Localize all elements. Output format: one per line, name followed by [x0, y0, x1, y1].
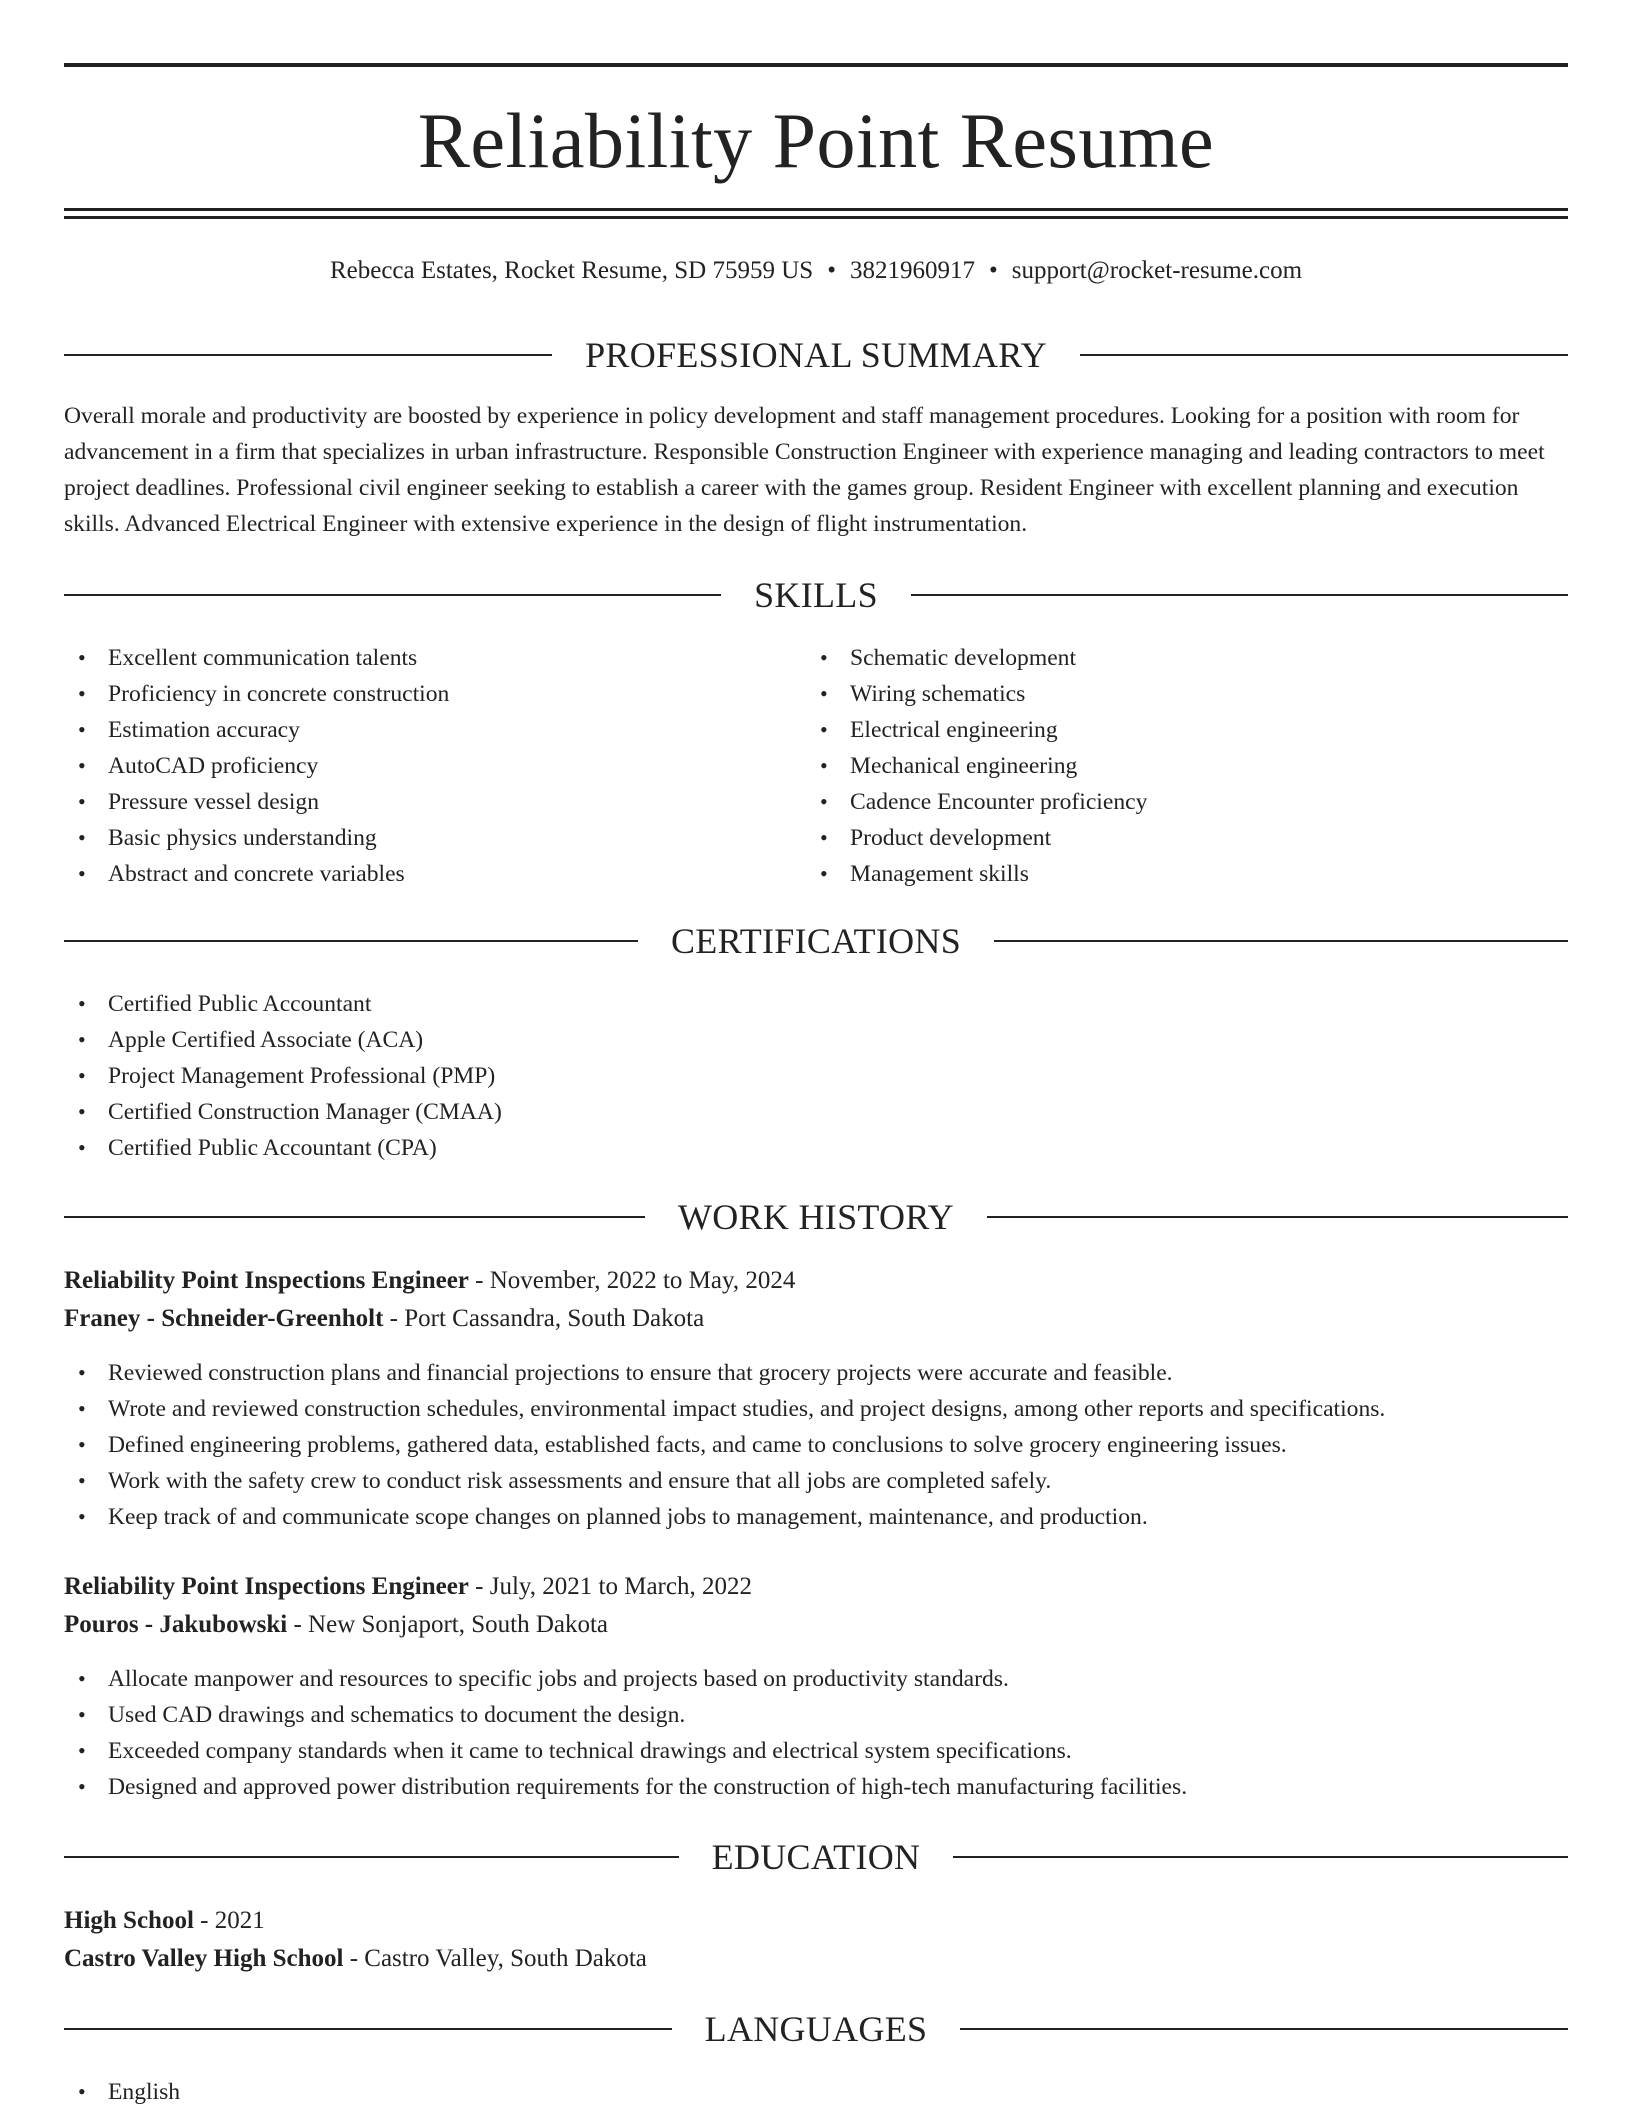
- education-school: Castro Valley High School: [64, 1945, 344, 1972]
- job-bullet: • Designed and approved power distribution requirements for the construction of high-tech manufacturing facilities.: [64, 1769, 1568, 1805]
- job-company: Pouros - Jakubowski: [64, 1611, 288, 1638]
- job-bullets: [64, 1355, 1568, 1535]
- skill-item: • Mechanical engineering: [806, 748, 1566, 784]
- job-title-line: [64, 1568, 1568, 1606]
- skills-list-left: [64, 640, 804, 892]
- job-entry: [64, 1568, 1568, 1644]
- top-rule: [64, 63, 1568, 67]
- section-label: LANGUAGES: [704, 2009, 928, 2049]
- skill-item: • Excellent communication talents: [64, 640, 804, 676]
- education-year: - 2021: [193, 1907, 265, 1934]
- job-title: Reliability Point Inspections Engineer: [64, 1267, 469, 1294]
- job-bullet: • Keep track of and communicate scope changes on planned jobs to management, maintenance, and production.: [64, 1499, 1568, 1535]
- certification-item: • Certified Public Accountant: [64, 986, 1568, 1022]
- section-heading-work-history: [64, 1195, 1568, 1239]
- skill-item: • Estimation accuracy: [64, 712, 804, 748]
- job-bullet: • Reviewed construction plans and financial projections to ensure that grocery projects were accurate and feasible.: [64, 1355, 1568, 1391]
- certification-item: • Certified Construction Manager (CMAA): [64, 1094, 1568, 1130]
- skills-list-right: [806, 640, 1566, 892]
- certification-item: • Project Management Professional (PMP): [64, 1058, 1568, 1094]
- section-label: CERTIFICATIONS: [670, 921, 962, 961]
- certification-item: • Apple Certified Associate (ACA): [64, 1022, 1568, 1058]
- contact-separator: •: [988, 257, 998, 284]
- job-bullet: • Defined engineering problems, gathered data, established facts, and came to conclusions to solve grocery engineering issues.: [64, 1427, 1568, 1463]
- heading-rule: [987, 1216, 1568, 1218]
- job-bullet: • Work with the safety crew to conduct risk assessments and ensure that all jobs are completed safely.: [64, 1463, 1568, 1499]
- job-title: Reliability Point Inspections Engineer: [64, 1573, 469, 1600]
- skill-item: • Cadence Encounter proficiency: [806, 784, 1566, 820]
- heading-rule: [994, 940, 1568, 942]
- language-item: • English: [64, 2074, 1568, 2110]
- job-entry: [64, 1262, 1568, 1338]
- contact-email: support@rocket-resume.com: [1011, 257, 1303, 284]
- section-heading-certifications: [64, 919, 1568, 963]
- heading-rule: [953, 1856, 1568, 1858]
- heading-rule: [64, 354, 552, 356]
- skill-item: • Wiring schematics: [806, 676, 1566, 712]
- job-bullet: • Wrote and reviewed construction schedules, environmental impact studies, and project designs, among other reports and specifications.: [64, 1391, 1568, 1427]
- contact-line: [64, 254, 1568, 288]
- job-company-line: [64, 1300, 1568, 1338]
- skill-item: • Management skills: [806, 856, 1566, 892]
- title-rule-upper: [64, 208, 1568, 211]
- heading-rule: [911, 594, 1568, 596]
- job-bullet: • Exceeded company standards when it came to technical drawings and electrical system specifications.: [64, 1733, 1568, 1769]
- contact-address: Rebecca Estates, Rocket Resume, SD 75959 US: [329, 257, 814, 284]
- certifications-list: [64, 986, 1568, 1166]
- skill-item: • Abstract and concrete variables: [64, 856, 804, 892]
- section-heading-education: [64, 1835, 1568, 1879]
- contact-phone: 3821960917: [849, 257, 975, 284]
- education-degree: High School: [64, 1907, 194, 1934]
- section-label: WORK HISTORY: [678, 1197, 954, 1237]
- title-rule-lower: [64, 216, 1568, 219]
- section-label: SKILLS: [754, 575, 878, 615]
- job-location: - Port Cassandra, South Dakota: [383, 1305, 705, 1332]
- education-school-line: [64, 1940, 1568, 1978]
- skill-item: • Pressure vessel design: [64, 784, 804, 820]
- skill-item: • Schematic development: [806, 640, 1566, 676]
- heading-rule: [64, 1216, 645, 1218]
- section-label: PROFESSIONAL SUMMARY: [585, 335, 1047, 375]
- skill-item: • AutoCAD proficiency: [64, 748, 804, 784]
- section-heading-languages: [64, 2007, 1568, 2051]
- section-heading-skills: [64, 573, 1568, 617]
- skill-item: • Product development: [806, 820, 1566, 856]
- resume-title: Reliability Point Resume: [417, 97, 1215, 184]
- job-bullet: • Allocate manpower and resources to specific jobs and projects based on productivity standards.: [64, 1661, 1568, 1697]
- education-entry: [64, 1902, 1568, 1978]
- section-heading-summary: [64, 333, 1568, 377]
- heading-rule: [64, 940, 638, 942]
- certification-item: • Certified Public Accountant (CPA): [64, 1130, 1568, 1166]
- job-company: Franey - Schneider-Greenholt: [64, 1305, 384, 1332]
- skill-item: • Basic physics understanding: [64, 820, 804, 856]
- heading-rule: [1080, 354, 1568, 356]
- job-dates: - November, 2022 to May, 2024: [468, 1267, 796, 1294]
- skill-item: • Electrical engineering: [806, 712, 1566, 748]
- education-degree-line: [64, 1902, 1568, 1940]
- job-dates: - July, 2021 to March, 2022: [468, 1573, 752, 1600]
- heading-rule: [64, 594, 721, 596]
- heading-rule: [64, 2028, 672, 2030]
- job-title-line: [64, 1262, 1568, 1300]
- languages-list: [64, 2074, 1568, 2110]
- job-bullets: [64, 1661, 1568, 1805]
- education-location: - Castro Valley, South Dakota: [343, 1945, 647, 1972]
- heading-rule: [64, 1856, 679, 1858]
- summary-text: Overall morale and productivity are boosted by experience in policy development and staff management procedures. Looking for a position with room for advancement in a firm that specializes in urban infrastructure. Responsible Construction Engineer with experience managing and leading contractors to meet project deadlines. Professional civil engineer seeking to establish a career with the games group. Resident Engineer with excellent planning and execution skills. Advanced Electrical Engineer with extensive experience in the design of flight instrumentation.: [64, 403, 1545, 537]
- job-bullet: • Used CAD drawings and schematics to document the design.: [64, 1697, 1568, 1733]
- contact-separator: •: [827, 257, 836, 284]
- skill-item: • Proficiency in concrete construction: [64, 676, 804, 712]
- heading-rule: [960, 2028, 1568, 2030]
- job-location: - New Sonjaport, South Dakota: [287, 1611, 609, 1638]
- section-label: EDUCATION: [711, 1837, 921, 1877]
- job-company-line: [64, 1606, 1568, 1644]
